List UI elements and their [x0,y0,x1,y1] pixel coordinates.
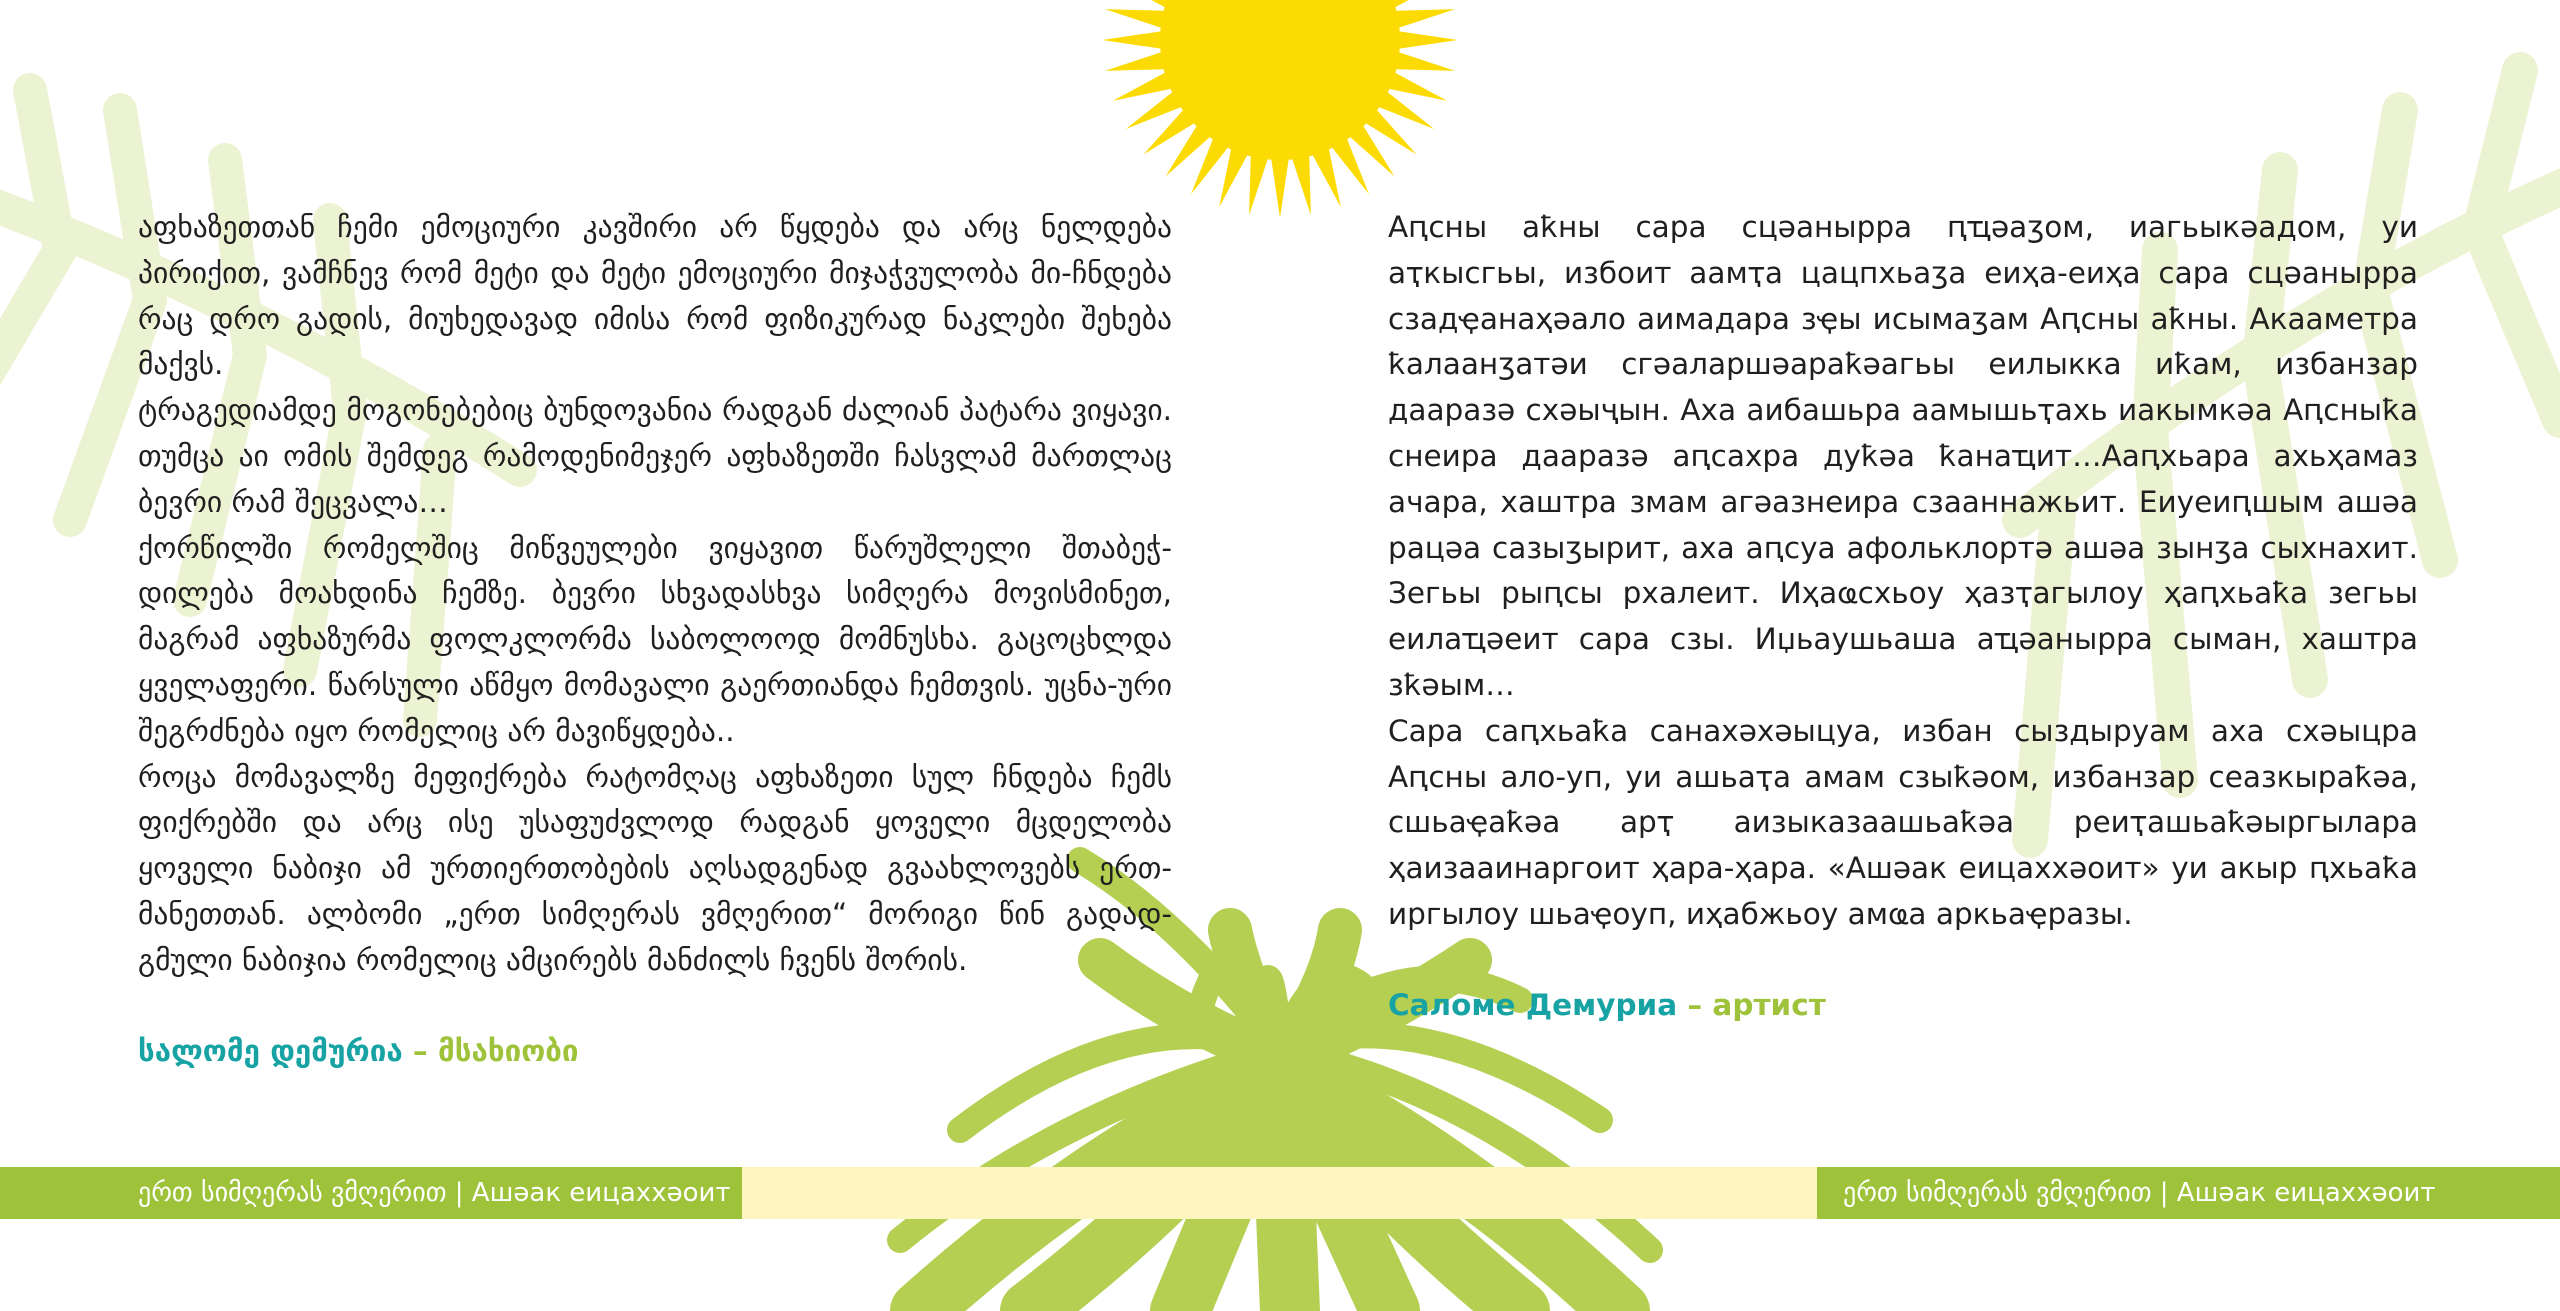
left-page-text [138,205,1172,1074]
author-role: – артист [1677,987,1826,1022]
paragraph: აფხაზეთთან ჩემი ემოციური კავშირი არ წყდება და არც ნელდება პირიქით, ვამჩნევ რომ მეტი და მეტი ემოციური მიჯაჭვულობა მი-ჩნდება რაც დრო გადის, მიუხედავად იმისა რომ ფიზიკურად ნაკლები შეხება მაქვს. [138,210,1172,382]
author-name: Саломе Демуриа [1388,987,1678,1022]
author-name: სალომე დემურია [138,1033,403,1068]
paragraph: როცა მომავალზე მეფიქრება რატომღაც აფხაზეთი სულ ჩნდება ჩემს ფიქრებში და არც ისე უსაფუძვლოდ რადგან ყოველი მცდელობა ყოველი ნაბიჯი ამ ურთიერთობების აღსადგენად გვაახლოვებს ერთ-მანეთთან. ალბომი „ერთ სიმღერას ვმღერით“ მორიგი წინ გადად-გმული ნაბიჯია რომელიც ამცირებს მანძილს ჩვენს შორის. [138,759,1172,977]
author-role: – მსახიობი [402,1033,579,1068]
sun-decoration [1102,0,1458,218]
paragraph: Сара саԥхьаҟа санахәхәыцуа, избан сыздыруам аха схәыцра Аԥсны ало-уп, уи ашьаҭа амам сзыҟәом, избанзар сеазкыраҟәа, сшьаҿаҟәа арҭ аизыказаашьаҟәа реиҭашьаҟәыргылара ҳаизааинаргоит ҳара-ҳара. «Ашәак еицаххәоит» уи акыр ԥхьаҟа иргылоу шьаҿоуп, иҳабжьоу амҩа аркьаҿразы. [1388,713,2418,931]
footer-title-right: ერთ სიმღერას ვმღერით | Ашәак еицаххәоит [1817,1167,2560,1219]
author-signature [1388,983,2418,1029]
paragraph: Аԥсны аҟны сара сцәанырра ԥҵәаӡом, иагьыкәадом, уи аҭкысгьы, избоит аамҭа цацпхьаӡа еиҳа-еиҳа сара сцәанырра сзадҿанаҳәало аимадара зҿы исымаӡам Аԥсны аҟны. Акааметра ҟалаанӡатәи сгәаларшәараҟәагьы еилыкка иҟам, избанзар дааразә схәыҷын. Аха аибашьра аамышьҭахь иакымкәа Аԥсныҟа снеира дааразә аԥсахра дуҟәа ҟанаҵит…Ааԥхьара ахьҳамаз ачара, хаштра змам агәазнеира сзааннажьит. Еиуеиԥшым ашәа рацәа сазыӡырит, аха аԥсуа афольклортә ашәа зынӡа сыхнахит. Зегьы рыԥсы рхалеит. Иҳаҩсхьоу ҳазҭагылоу ҳаԥхьаҟа зегьы еилаҵәеит сара сзы. Иџьаушьаша аҵәанырра сыман, хаштра зҟәым… [1388,210,2418,702]
author-signature [138,1029,1172,1075]
footer-title-left: ერთ სიმღერას ვმღერით | Ашәак еицаххәоит [0,1167,742,1219]
paragraph: ტრაგედიამდე მოგონებებიც ბუნდოვანია რადგან ძალიან პატარა ვიყავი. თუმცა აი ომის შემდეგ რამოდენიმეჯერ აფხაზეთში ჩასვლამ მართლაც ბევრი რამ შეცვალა… [138,393,1172,519]
right-page-text [1388,205,2418,1029]
paragraph: ქორწილში რომელშიც მიწვეულები ვიყავით წარუშლელი შთაბეჭ-დილება მოახდინა ჩემზე. ბევრი სხვადასხვა სიმღერა მოვისმინეთ, მაგრამ აფხაზურმა ფოლკლორმა საბოლოოდ მომნუსხა. გაცოცხლდა ყველაფერი. წარსული აწმყო მომავალი გაერთიანდა ჩემთვის. უცნა-ური შეგრძნება იყო რომელიც არ მავიწყდება.. [138,530,1172,748]
